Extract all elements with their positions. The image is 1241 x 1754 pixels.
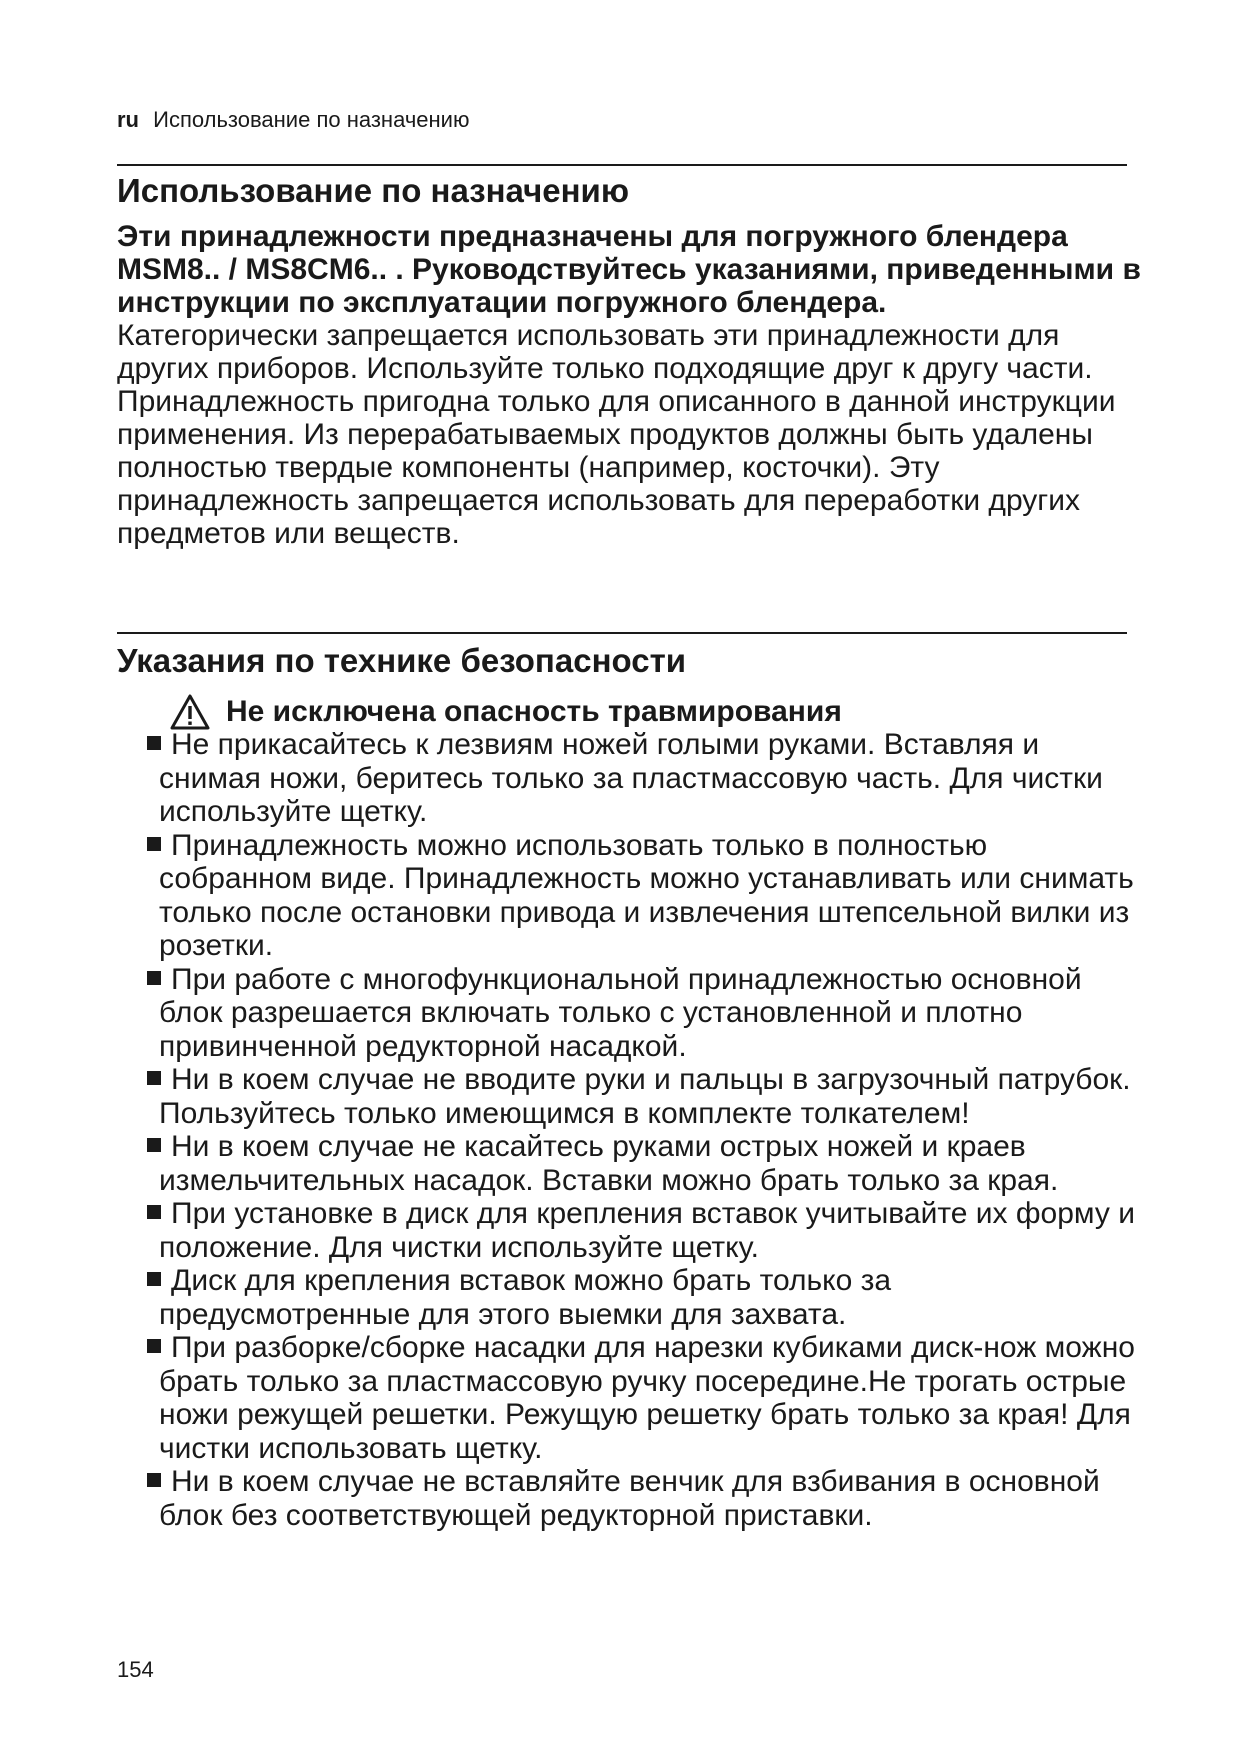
section-heading-safety: Указания по технике безопасности [117,642,687,679]
section-divider-top [117,164,1127,166]
list-item: При установке в диск для крепления вставок учитывайте их форму и положение. Для чистки используйте щетку. [147,1197,1147,1264]
intended-use-section [117,220,1147,550]
body-paragraph-1: Категорически запрещается использовать эти принадлежности для других приборов. Используйте только подходящие друг к другу части. [117,319,1093,385]
list-item: Ни в коем случае не вводите руки и пальцы в загрузочный патрубок. Пользуйтесь только имеющимся в комплекте толкателем! [147,1063,1147,1130]
bullet-square-icon [147,837,161,851]
safety-list [147,728,1147,1532]
bullet-square-icon [147,1071,161,1085]
section-divider-safety [117,632,1127,634]
bullet-square-icon [147,971,161,985]
warning-triangle-icon [170,694,210,730]
body-paragraph-2: Принадлежность пригодна только для описанного в данной инструкции применения. Из перерабатываемых продуктов должны быть удалены полностью твердые компоненты (например, косточки). Эту принадлежность запрещается использовать для переработки других предметов или веществ. [117,385,1116,550]
bullet-square-icon [147,736,161,750]
running-header-title: Использование по назначению [153,107,470,132]
language-code: ru [117,107,139,132]
list-item: При разборке/сборке насадки для нарезки кубиками диск-нож можно брать только за пластмассовую ручку посередине.Не трогать острые ножи режущей решетки. Режущую решетку брать только за края! Для чистки использовать щетку. [147,1331,1147,1465]
list-item: При работе с многофункциональной принадлежностью основной блок разрешается включать только с установленной и плотно привинченной редукторной насадкой. [147,963,1147,1064]
list-item: Ни в коем случае не касайтесь руками острых ножей и краев измельчительных насадок. Вставки можно брать только за края. [147,1130,1147,1197]
list-item: Принадлежность можно использовать только в полностью собранном виде. Принадлежность можно устанавливать или снимать только после остановки привода и извлечения штепсельной вилки из розетки. [147,829,1147,963]
page-number: 154 [117,1657,154,1682]
bullet-square-icon [147,1138,161,1152]
section-heading-intended-use: Использование по назначению [117,172,629,209]
list-item: Не прикасайтесь к лезвиям ножей голыми руками. Вставляя и снимая ножи, беритесь только за пластмассовую часть. Для чистки используйте щетку. [147,728,1147,829]
list-item: Диск для крепления вставок можно брать только за предусмотренные для этого выемки для захвата. [147,1264,1147,1331]
bullet-square-icon [147,1339,161,1353]
bullet-square-icon [147,1272,161,1286]
bullet-square-icon [147,1473,161,1487]
bullet-square-icon [147,1205,161,1219]
intro-paragraph: Эти принадлежности предназначены для погружного блендера MSM8.. / MS8CM6.. . Руководствуйтесь указаниями, приведенными в инструкции по эксплуатации погружного блендера. [117,220,1141,319]
warning-title: Не исключена опасность травмирования [226,695,842,728]
warning-heading [170,692,842,732]
running-header [117,106,469,134]
list-item: Ни в коем случае не вставляйте венчик для взбивания в основной блок без соответствующей редукторной приставки. [147,1465,1147,1532]
